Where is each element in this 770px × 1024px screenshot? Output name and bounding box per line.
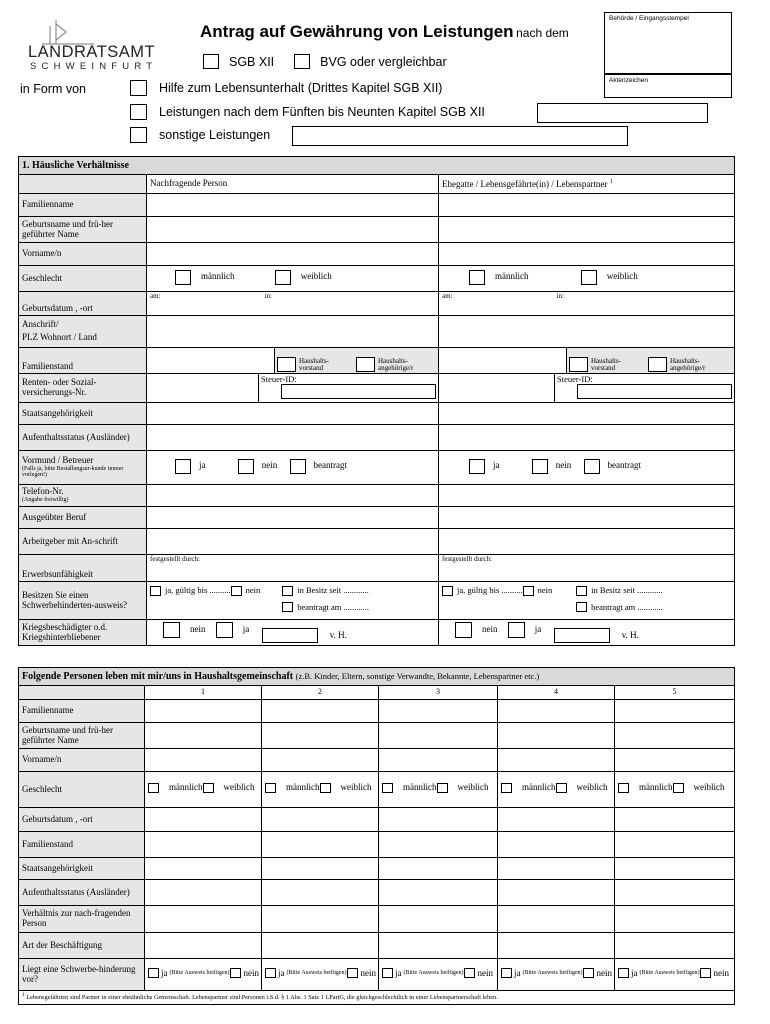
s2-aufenthalt-1[interactable] — [145, 880, 262, 906]
arbeitgeber-partner[interactable] — [439, 529, 735, 555]
krieg-partner: nein ja v. H. — [439, 620, 735, 646]
stamp-label: Behörde / Eingangsstempel — [609, 15, 689, 22]
logo-line1: LANDRATSAMT — [28, 43, 156, 61]
s2-checkbox-schwer-nein-1[interactable] — [230, 968, 241, 978]
s2-geschlecht-2: männlich weiblich — [262, 772, 379, 808]
s2-familienname-2[interactable] — [262, 700, 379, 723]
checkbox-vormund-ja-partner[interactable] — [469, 459, 485, 474]
footnote: $^1$ Lebensgefährten sind Partner in einer eheähnliche Gemeinschaft. Lebenspartner sind Personen i.S.d. § 1 Abs. 1 Satz 1 LPartG, die gleichgeschlechtlich in einer Lebenspartnerschaft leben. — [19, 991, 735, 1005]
s2-row-beschaeftigung: Art der Beschäftigung — [19, 933, 145, 959]
logo-line2: SCHWEINFURT — [30, 61, 158, 72]
s2-beschaeftigung-2[interactable] — [262, 933, 379, 959]
s2-row-familienname: Familienname — [19, 700, 145, 723]
steuer-id-person[interactable] — [281, 384, 436, 399]
s2-checkbox-maennlich-2[interactable] — [265, 783, 276, 793]
row-schwer: Besitzen Sie einen Schwerbehinderten-ausweis? — [19, 582, 147, 620]
geburtsname-partner[interactable] — [439, 217, 735, 243]
s2-aufenthalt-2[interactable] — [262, 880, 379, 906]
checkbox-vormund-ja-person[interactable] — [175, 459, 191, 474]
s2-checkbox-maennlich-1[interactable] — [148, 783, 159, 793]
familienname-partner[interactable] — [439, 194, 735, 217]
erwerb-person[interactable]: festgestellt durch: — [147, 555, 439, 582]
s2-row-vorname: Vorname/n — [19, 749, 145, 772]
s2-geburtsdatum-2[interactable] — [262, 808, 379, 832]
logo-emblem-icon — [36, 18, 96, 46]
s2-schwerbe-3: ja (Bitte Ausweis beifügen) nein — [379, 959, 498, 991]
s2-row-familienstand: Familienstand — [19, 832, 145, 858]
s2-familienstand-3[interactable] — [379, 832, 498, 858]
s2-checkbox-weiblich-5[interactable] — [673, 783, 684, 793]
s2-schwerbe-1: ja (Bitte Ausweis beifügen) nein — [145, 959, 262, 991]
checkbox-krieg-nein-person[interactable] — [163, 622, 180, 638]
checkbox-maennlich-partner[interactable] — [469, 270, 485, 285]
opt3-label: sonstige Leistungen — [159, 128, 271, 142]
checkbox-vormund-beantragt-partner[interactable] — [584, 459, 600, 474]
renten-partner[interactable]: Steuer-ID: — [439, 374, 735, 403]
s2-row-verhaeltnis: Verhältnis zur nach-fragenden Person — [19, 906, 145, 933]
s2-familienstand-2[interactable] — [262, 832, 379, 858]
aktenzeichen-label: Aktenzeichen — [609, 77, 649, 84]
geschlecht-partner: männlich weiblich — [439, 266, 735, 292]
s2-vorname-3[interactable] — [379, 749, 498, 772]
s2-aufenthalt-3[interactable] — [379, 880, 498, 906]
s2-row-geschlecht: Geschlecht — [19, 772, 145, 808]
s2-checkbox-weiblich-1[interactable] — [203, 783, 214, 793]
staat-partner[interactable] — [439, 403, 735, 425]
checkbox-schwer-nein-person[interactable] — [231, 586, 242, 596]
s2-staat-5[interactable] — [615, 858, 735, 880]
opt2-label: Leistungen nach dem Fünften bis Neunten Kapitel SGB XII — [159, 105, 485, 119]
geburtsname-person[interactable] — [147, 217, 439, 243]
opt-sgb-label: SGB XII — [229, 54, 275, 69]
checkbox-haushaltsvorstand-partner[interactable] — [569, 357, 588, 372]
title-rest: nach dem — [516, 26, 569, 40]
checkbox-weiblich-partner[interactable] — [581, 270, 597, 285]
s2-vorname-2[interactable] — [262, 749, 379, 772]
vorname-partner[interactable] — [439, 243, 735, 266]
aufenthalt-partner[interactable] — [439, 425, 735, 451]
section1-title: 1. Häusliche Verhältnisse — [19, 157, 735, 175]
corner — [19, 175, 147, 194]
checkbox-schwer-ja-partner[interactable] — [442, 586, 453, 596]
krieg-person: nein ja v. H. — [147, 620, 439, 646]
steuer-id-partner[interactable] — [577, 384, 732, 399]
s2-checkbox-weiblich-2[interactable] — [320, 783, 331, 793]
s2-row-geburtsdatum: Geburtsdatum , -ort — [19, 808, 145, 832]
aktenzeichen-box[interactable] — [604, 74, 732, 98]
s2-schwerbe-5: ja (Bitte Ausweis beifügen) nein — [615, 959, 735, 991]
col-3: 3 — [379, 686, 498, 700]
checkbox-bvg[interactable] — [294, 54, 310, 69]
checkbox-sgb-xii[interactable] — [203, 54, 219, 69]
section2-title: Folgende Personen leben mit mir/uns in Haushaltsgemeinschaft (z.B. Kinder, Eltern, sonstige Verwandte, Bekannte, Lebenspartner etc.) — [19, 668, 735, 686]
s2-staat-3[interactable] — [379, 858, 498, 880]
row-familienstand: Familienstand — [19, 348, 147, 374]
s2-familienstand-5[interactable] — [615, 832, 735, 858]
opt-bvg-label: BVG oder vergleichbar — [320, 54, 447, 69]
checkbox-maennlich-person[interactable] — [175, 270, 191, 285]
s2-geburtsname-4[interactable] — [498, 723, 615, 749]
schwer-person: ja, gültig bis .......... nein in Besitz seit ............ beantragt am ............ — [147, 582, 439, 620]
section1-table — [18, 156, 735, 646]
s2-row-schwerbe: Liegt eine Schwerbe-hinderung vor? — [19, 959, 145, 991]
stamp-box[interactable] — [604, 12, 732, 74]
checkbox-haushaltsvorstand-person[interactable] — [277, 357, 296, 372]
checkbox-schwer-beantragt-partner[interactable] — [576, 602, 587, 612]
familienname-person[interactable] — [147, 194, 439, 217]
s2-staat-1[interactable] — [145, 858, 262, 880]
s2-checkbox-weiblich-3[interactable] — [437, 783, 448, 793]
row-anschrift: Anschrift/ PLZ Wohnort / Land — [19, 316, 147, 348]
row-staat: Staatsangehörigkeit — [19, 403, 147, 425]
aufenthalt-person[interactable] — [147, 425, 439, 451]
schwer-partner: ja, gültig bis .......... nein in Besitz seit ............ beantragt am ............ — [439, 582, 735, 620]
s2-row-geburtsname: Geburtsname und frü-her geführter Name — [19, 723, 145, 749]
col-partner: Ehegatte / Lebensgefährte(in) / Lebenspartner $^1$ — [439, 175, 735, 194]
arbeitgeber-person[interactable] — [147, 529, 439, 555]
opt3-input[interactable] — [292, 126, 628, 146]
row-arbeitgeber: Arbeitgeber mit An-schrift — [19, 529, 147, 555]
checkbox-hilfe-lebensunterhalt[interactable] — [130, 80, 147, 96]
checkbox-weiblich-person[interactable] — [275, 270, 291, 285]
s2-familienstand-1[interactable] — [145, 832, 262, 858]
beruf-partner[interactable] — [439, 507, 735, 529]
row-beruf: Ausgeübter Beruf — [19, 507, 147, 529]
opt2-input[interactable] — [537, 103, 708, 123]
checkbox-sonstige[interactable] — [130, 127, 147, 143]
s2-checkbox-schwer-ja-4[interactable] — [501, 968, 512, 978]
in-form-von: in Form von — [20, 82, 86, 96]
s2-checkbox-schwer-ja-3[interactable] — [382, 968, 393, 978]
checkbox-vormund-nein-partner[interactable] — [532, 459, 548, 474]
s2-checkbox-schwer-nein-2[interactable] — [347, 968, 358, 978]
geburtsdatum-person[interactable]: am: in: — [147, 292, 439, 316]
staat-person[interactable] — [147, 403, 439, 425]
checkbox-schwer-besitz-person[interactable] — [282, 586, 293, 596]
s2-aufenthalt-4[interactable] — [498, 880, 615, 906]
col-person: Nachfragende Person — [147, 175, 439, 194]
row-familienname: Familienname — [19, 194, 147, 217]
s2-familienname-5[interactable] — [615, 700, 735, 723]
col-4: 4 — [498, 686, 615, 700]
row-renten: Renten- oder Sozial-versicherungs-Nr. — [19, 374, 147, 403]
s2-geschlecht-1: männlich weiblich — [145, 772, 262, 808]
s2-beschaeftigung-4[interactable] — [498, 933, 615, 959]
s2-checkbox-schwer-nein-3[interactable] — [464, 968, 475, 978]
s2-geschlecht-5: männlich weiblich — [615, 772, 735, 808]
krieg-vh-input-partner[interactable] — [554, 628, 610, 643]
s2-geburtsname-3[interactable] — [379, 723, 498, 749]
title-bold: Antrag auf Gewährung von Leistungen — [200, 22, 514, 41]
s2-checkbox-weiblich-4[interactable] — [556, 783, 567, 793]
s2-verhaeltnis-5[interactable] — [615, 906, 735, 933]
s2-checkbox-schwer-ja-2[interactable] — [265, 968, 276, 978]
s2-verhaeltnis-2[interactable] — [262, 906, 379, 933]
s2-row-staat: Staatsangehörigkeit — [19, 858, 145, 880]
vormund-person: ja nein beantragt — [147, 451, 439, 485]
checkbox-schwer-beantragt-person[interactable] — [282, 602, 293, 612]
vorname-person[interactable] — [147, 243, 439, 266]
s2-verhaeltnis-3[interactable] — [379, 906, 498, 933]
checkbox-vormund-beantragt-person[interactable] — [290, 459, 306, 474]
checkbox-leistungen-kapitel[interactable] — [130, 104, 147, 120]
s2-geburtsname-5[interactable] — [615, 723, 735, 749]
familienstand-person[interactable]: Haushalts-vorstand Haushalts-angehörige/r — [147, 348, 439, 374]
corner2 — [19, 686, 145, 700]
col-1: 1 — [145, 686, 262, 700]
s2-schwerbe-2: ja (Bitte Ausweis beifügen) nein — [262, 959, 379, 991]
s2-vorname-1[interactable] — [145, 749, 262, 772]
s2-geburtsdatum-4[interactable] — [498, 808, 615, 832]
checkbox-krieg-nein-partner[interactable] — [455, 622, 472, 638]
form-title — [200, 22, 569, 42]
checkbox-krieg-ja-partner[interactable] — [508, 622, 525, 638]
row-telefon: Telefon-Nr. (Angabe freiwillig) — [19, 485, 147, 507]
s2-schwerbe-4: ja (Bitte Ausweis beifügen) nein — [498, 959, 615, 991]
col-5: 5 — [615, 686, 735, 700]
familienstand-partner[interactable]: Haushalts-vorstand Haushalts-angehörige/r — [439, 348, 735, 374]
s2-vorname-5[interactable] — [615, 749, 735, 772]
telefon-person[interactable] — [147, 485, 439, 507]
s2-checkbox-schwer-nein-5[interactable] — [700, 968, 711, 978]
s2-familienname-3[interactable] — [379, 700, 498, 723]
vormund-partner: ja nein beantragt — [439, 451, 735, 485]
row-vorname: Vorname/n — [19, 243, 147, 266]
renten-person[interactable]: Steuer-ID: — [147, 374, 439, 403]
col-2: 2 — [262, 686, 379, 700]
krieg-vh-input-person[interactable] — [262, 628, 318, 643]
logo — [22, 18, 187, 76]
s2-checkbox-schwer-ja-1[interactable] — [148, 968, 159, 978]
s2-familienname-4[interactable] — [498, 700, 615, 723]
s2-beschaeftigung-5[interactable] — [615, 933, 735, 959]
s2-staat-2[interactable] — [262, 858, 379, 880]
s2-aufenthalt-5[interactable] — [615, 880, 735, 906]
s2-checkbox-maennlich-5[interactable] — [618, 783, 629, 793]
anschrift-partner[interactable] — [439, 316, 735, 348]
s2-verhaeltnis-4[interactable] — [498, 906, 615, 933]
s2-checkbox-maennlich-3[interactable] — [382, 783, 393, 793]
s2-geburtsdatum-3[interactable] — [379, 808, 498, 832]
anschrift-person[interactable] — [147, 316, 439, 348]
checkbox-schwer-nein-partner[interactable] — [523, 586, 534, 596]
s2-checkbox-schwer-nein-4[interactable] — [583, 968, 594, 978]
row-aufenthalt: Aufenthaltsstatus (Ausländer) — [19, 425, 147, 451]
s2-geburtsdatum-5[interactable] — [615, 808, 735, 832]
row-geschlecht: Geschlecht — [19, 266, 147, 292]
s2-row-aufenthalt: Aufenthaltsstatus (Ausländer) — [19, 880, 145, 906]
checkbox-haushaltsangehoerige-partner[interactable] — [648, 357, 667, 372]
s2-geschlecht-4: männlich weiblich — [498, 772, 615, 808]
geburtsdatum-partner[interactable]: am: in: — [439, 292, 735, 316]
s2-familienname-1[interactable] — [145, 700, 262, 723]
s2-vorname-4[interactable] — [498, 749, 615, 772]
section2-table — [18, 667, 735, 1005]
checkbox-schwer-besitz-partner[interactable] — [576, 586, 587, 596]
s2-familienstand-4[interactable] — [498, 832, 615, 858]
s2-beschaeftigung-3[interactable] — [379, 933, 498, 959]
s2-geschlecht-3: männlich weiblich — [379, 772, 498, 808]
checkbox-schwer-ja-person[interactable] — [150, 586, 161, 596]
s2-checkbox-maennlich-4[interactable] — [501, 783, 512, 793]
checkbox-haushaltsangehoerige-person[interactable] — [356, 357, 375, 372]
s2-geburtsname-2[interactable] — [262, 723, 379, 749]
s2-beschaeftigung-1[interactable] — [145, 933, 262, 959]
opt1-label: Hilfe zum Lebensunterhalt (Drittes Kapitel SGB XII) — [159, 81, 443, 95]
checkbox-krieg-ja-person[interactable] — [216, 622, 233, 638]
checkbox-vormund-nein-person[interactable] — [238, 459, 254, 474]
row-vormund: Vormund / Betreuer (Falls ja, bitte Bestallungsur-kunde immer vorlegen!) — [19, 451, 147, 485]
s2-verhaeltnis-1[interactable] — [145, 906, 262, 933]
telefon-partner[interactable] — [439, 485, 735, 507]
s2-staat-4[interactable] — [498, 858, 615, 880]
s2-geburtsname-1[interactable] — [145, 723, 262, 749]
s2-geburtsdatum-1[interactable] — [145, 808, 262, 832]
row-erwerb: Erwerbsunfähigkeit — [19, 555, 147, 582]
erwerb-partner[interactable]: festgestellt durch: — [439, 555, 735, 582]
geschlecht-person: männlich weiblich — [147, 266, 439, 292]
row-geburtsdatum: Geburtsdatum , -ort — [19, 292, 147, 316]
beruf-person[interactable] — [147, 507, 439, 529]
s2-checkbox-schwer-ja-5[interactable] — [618, 968, 629, 978]
row-krieg: Kriegsbeschädigter o.d. Kriegshinterbliebener — [19, 620, 147, 646]
row-geburtsname: Geburtsname und frü-her geführter Name — [19, 217, 147, 243]
